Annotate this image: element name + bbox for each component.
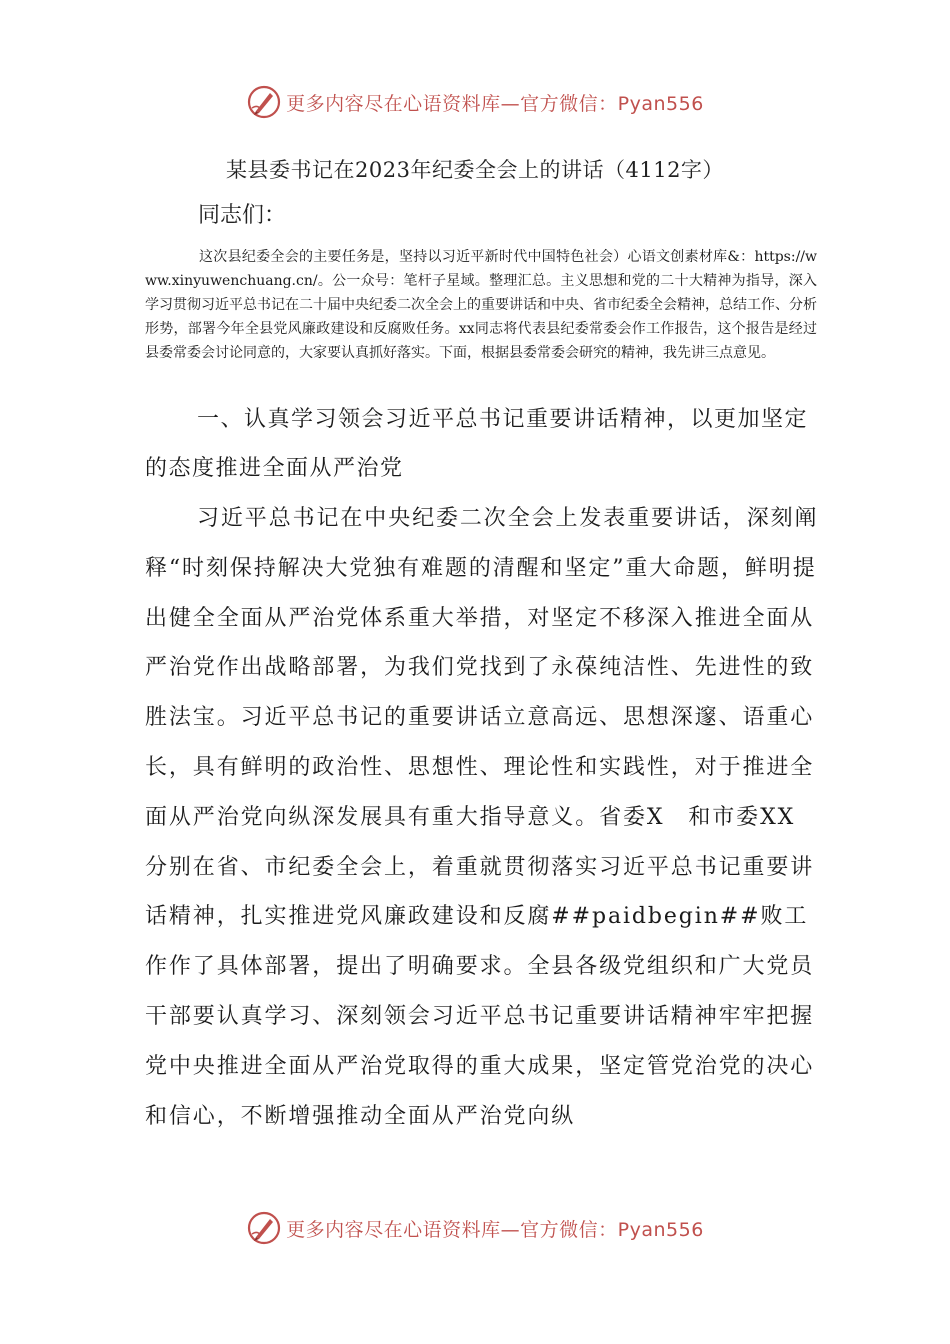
body-paragraph: 习近平总书记在中央纪委二次全会上发表重要讲话，深刻阐释“时刻保持解决大党独有难题的清醒和坚定”重大命题，鲜明提出健全全面从严治党体系重大举措，对坚定不移深入推进全面从严治党作出战略部署，为我们党找到了永葆纯洁性、先进性的致胜法宝。习近平总书记的重要讲话立意高远、思想深邃、语重心长，具有鲜明的政治性、思想性、理论性和实践性，对于推进全面从严治党向纵深发展具有重大指导意义。省委X 和市委XX 分别在省、市纪委全会上，着重就贯彻落实习近平总书记重要讲话精神，扎实推进党风廉政建设和反腐##paidbegin##败工作作了具体部署，提出了明确要求。全县各级党组织和广大党员干部要认真学习、深刻领会习近平总书记重要讲话精神牢牢把握党中央推进全面从严治党取得的重大成果，坚定管党治党的决心和信心，不断增强推动全面从严治党向纵 (145, 506, 820, 1129)
footer-banner-text: 更多内容尽在心语资料库—官方微信：Pyan556 (286, 1218, 704, 1241)
footer-banner (0, 1206, 950, 1250)
intro-paragraph: 这次县纪委全会的主要任务是，坚持以习近平新时代中国特色社会）心语文创素材库&：https://www.xinyuwenchuang.cn/。公一众号：笔杆子星域。整理汇总。主义思想和党的二十大精神为指导，深入学习贯彻习近平总书记在二十届中央纪委二次全会上的重要讲话和中央、省市纪委全会精神，总结工作、分析形势，部署今年全县党风廉政建设和反腐败任务。xx同志将代表县纪委常委会作工作报告，这个报告是经过县委常委会讨论同意的，大家要认真抓好落实。下面，根据县委常委会研究的精神，我先讲三点意见。 (145, 249, 817, 361)
section-heading: 一、认真学习领会习近平总书记重要讲话精神，以更加坚定的态度推进全面从严治党 (145, 407, 809, 481)
pen-logo-icon (246, 84, 282, 120)
header-banner (0, 80, 950, 124)
pen-logo-icon (246, 1210, 282, 1246)
salutation: 同志们： (198, 203, 287, 228)
document-title: 某县委书记在2023年纪委全会上的讲话（4112字） (226, 158, 724, 182)
header-banner-text: 更多内容尽在心语资料库—官方微信：Pyan556 (286, 92, 704, 115)
